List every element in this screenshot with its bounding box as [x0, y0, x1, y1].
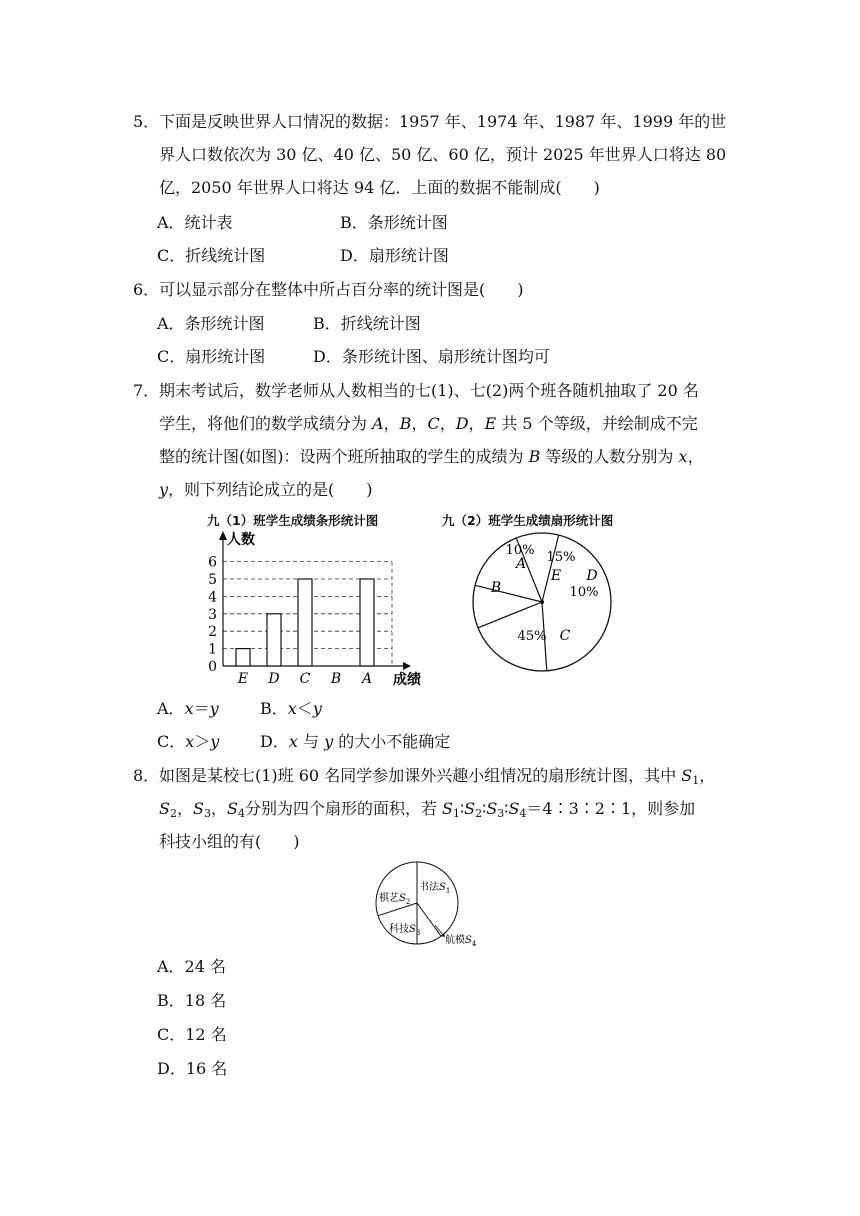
pie-slice-label: C — [559, 628, 571, 644]
option-c[interactable]: C．12 名 — [157, 1025, 227, 1044]
option-a[interactable]: A．x＝y — [157, 699, 219, 718]
question-text: 期末考试后，数学老师从人数相当的七(1)、七(2)两个班各随机抽取了 20 名 — [159, 381, 699, 400]
option-d[interactable]: D．条形统计图、扇形统计图均可 — [313, 347, 550, 366]
x-tick-label: D — [268, 671, 280, 687]
pie-slice-label: A — [515, 556, 527, 572]
option-b[interactable]: B．18 名 — [157, 991, 227, 1010]
x-tick-label: A — [361, 671, 373, 687]
pie-chart — [470, 530, 615, 675]
question-text: 科技小组的有( ) — [159, 832, 300, 851]
option-a[interactable]: A．条形统计图 — [157, 314, 265, 333]
question-text: 界人口数依次为 30 亿、40 亿、50 亿、60 亿，预计 2025 年世界人口将达 80 — [159, 145, 727, 164]
question-text: 整的统计图(如图)：设两个班所抽取的学生的成绩为 B 等级的人数分别为 x， — [159, 447, 704, 466]
pie-slice-label: E — [550, 568, 562, 584]
question-number: 6． — [133, 280, 160, 299]
question-text: 可以显示部分在整体中所占百分率的统计图是( ) — [159, 280, 524, 299]
pie-center — [540, 600, 544, 604]
question-text: y，则下列结论成立的是( ) — [159, 480, 373, 499]
question-text: 学生，将他们的数学成绩分为 A，B，C，D，E 共 5 个等级，并绘制成不完 — [159, 414, 698, 433]
option-a[interactable]: A．统计表 — [157, 213, 233, 232]
bar-chart — [195, 528, 430, 690]
y-tick-label: 6 — [208, 554, 217, 571]
y-tick-label: 3 — [208, 606, 217, 623]
question-text: 亿，2050 年世界人口将达 94 亿．上面的数据不能制成( ) — [159, 178, 600, 197]
question-text: $S_2$，$S_3$，$S_4$分别为四个扇形的面积，若 $S_1∶S_2∶S_3∶S_4=4∶3∶2∶1$，则参加 — [159, 799, 696, 820]
bar-chart-title: 九（1）班学生成绩条形统计图 — [207, 513, 379, 528]
question-text: 如图是某校七(1)班 60 名同学参加课外兴趣小组情况的扇形统计图，其中 $S_1$， — [159, 766, 716, 787]
pie-slice-label: B — [490, 580, 502, 596]
pie-slice-label: 科技$S_3$ — [389, 924, 421, 937]
pie-slice-label: 棋艺$S_2$ — [379, 893, 411, 906]
option-b[interactable]: B．x＜y — [260, 699, 322, 718]
y-tick-label: 1 — [208, 641, 217, 658]
option-d[interactable]: D．16 名 — [157, 1059, 228, 1078]
question-text: 下面是反映世界人口情况的数据：1957 年、1974 年、1987 年、1999 年的世 — [159, 112, 727, 131]
y-tick-label: 5 — [208, 572, 217, 588]
option-d[interactable]: D．x 与 y 的大小不能确定 — [260, 732, 451, 751]
question-7 — [133, 374, 733, 506]
pie-slice-value: 45% — [517, 629, 547, 644]
bar — [360, 579, 374, 666]
bar — [236, 649, 250, 666]
option-c[interactable]: C．折线统计图 — [157, 246, 266, 265]
option-d[interactable]: D．扇形统计图 — [340, 246, 449, 265]
question-number: 7． — [133, 381, 160, 400]
interest-group-pie-chart — [365, 855, 490, 955]
bar — [298, 579, 312, 666]
question-number: 8． — [133, 766, 160, 785]
pie-chart-title: 九（2）班学生成绩扇形统计图 — [442, 513, 614, 528]
option-b[interactable]: B．折线统计图 — [313, 314, 421, 333]
y-tick-label: 4 — [208, 589, 217, 606]
x-tick-label: C — [299, 671, 311, 687]
option-b[interactable]: B．条形统计图 — [340, 213, 448, 232]
question-8 — [133, 759, 733, 858]
pie-slice-value: 10% — [569, 585, 599, 600]
y-tick-label: 2 — [208, 624, 217, 641]
x-tick-label: E — [237, 671, 249, 687]
question-number: 5． — [133, 112, 160, 131]
option-a[interactable]: A．24 名 — [157, 957, 227, 976]
x-axis-arrow — [403, 662, 411, 670]
y-axis-arrow — [219, 531, 227, 540]
x-axis-label: 成绩 — [393, 672, 421, 688]
y-axis-label: 人数 — [227, 532, 255, 548]
pie-slice-value: 15% — [546, 550, 576, 565]
y-tick-label: 0 — [208, 659, 217, 675]
question-6 — [133, 273, 733, 306]
bar — [267, 614, 281, 666]
question-5 — [133, 105, 733, 205]
pie-slice-label: D — [586, 568, 598, 584]
pie-slice-value: 10% — [505, 543, 535, 558]
x-tick-label: B — [330, 671, 342, 687]
option-c[interactable]: C．扇形统计图 — [157, 347, 266, 366]
pie-slice-label: 航模$S_4$ — [445, 935, 477, 948]
pie-slice-label: 书法$S_1$ — [419, 882, 451, 895]
option-c[interactable]: C．x＞y — [157, 732, 220, 751]
